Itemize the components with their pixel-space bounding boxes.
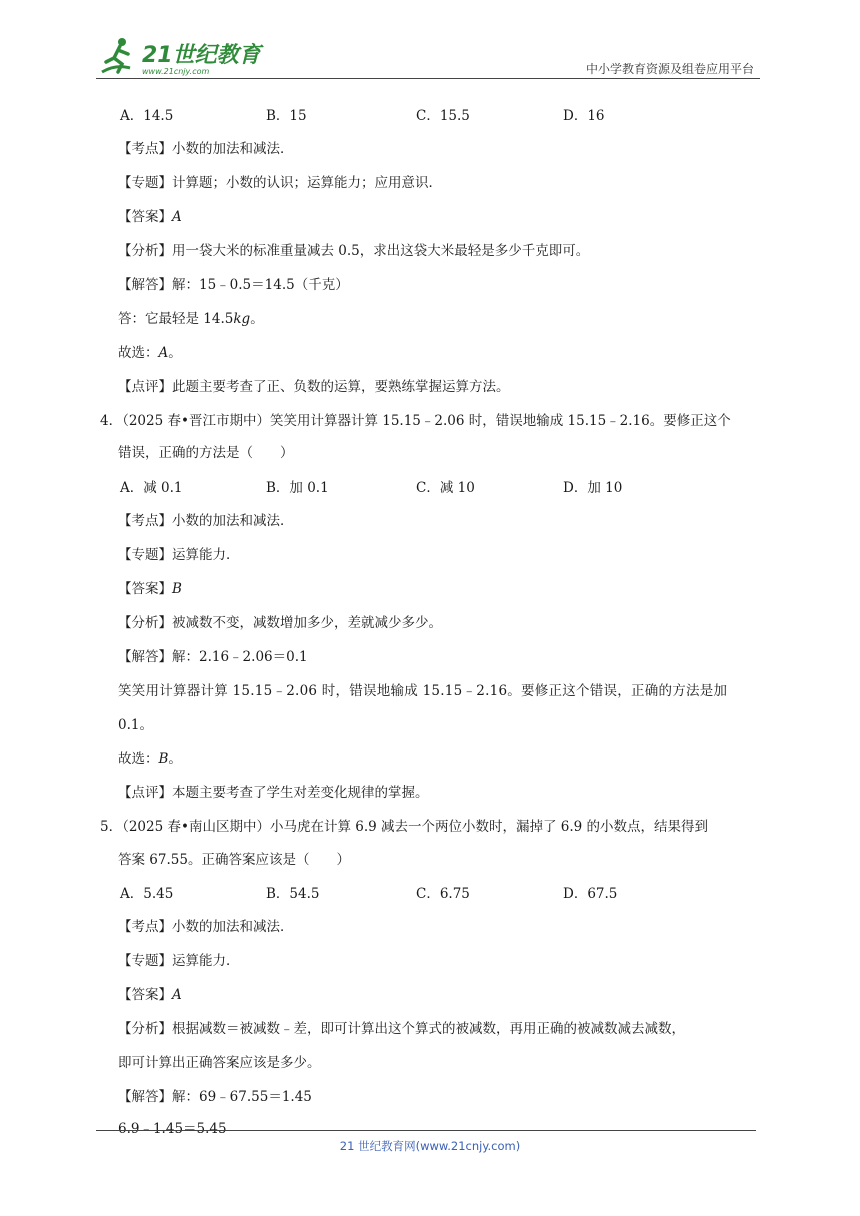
q3-fenxi: 【分析】用一袋大米的标准重量减去 0.5，求出这袋大米最轻是多少千克即可。	[118, 243, 590, 259]
q4-kaodian: 【考点】小数的加法和减法．	[118, 513, 294, 529]
q4-jieda: 【解答】解：2.16﹣2.06＝0.1	[118, 649, 308, 665]
q3-option-b: B．15	[266, 108, 307, 124]
q5-stem-line2: 答案 67.55。正确答案应该是（ ）	[118, 852, 350, 868]
page-header	[96, 34, 760, 80]
q5-jieda-line2: 6.9﹣1.45＝5.45	[118, 1121, 227, 1137]
q3-daan: 【答案】A	[118, 209, 182, 225]
q3-option-c: C．15.5	[416, 108, 470, 124]
q5-option-c: C．6.75	[416, 886, 470, 902]
q4-option-a: A．减 0.1	[120, 480, 183, 496]
q3-option-a: A．14.5	[120, 108, 174, 124]
logo-21cnjy	[96, 34, 266, 78]
header-divider	[96, 78, 760, 79]
q4-dianping: 【点评】本题主要考查了学生对差变化规律的掌握。	[118, 785, 429, 801]
q4-option-d: D．加 10	[563, 480, 623, 496]
q3-guxuan: 故选：A。	[118, 345, 182, 361]
q4-option-b: B．加 0.1	[266, 480, 329, 496]
q3-kaodian: 【考点】小数的加法和减法．	[118, 141, 294, 157]
q3-option-d: D．16	[563, 108, 605, 124]
q5-fenxi: 【分析】根据减数＝被减数﹣差，即可计算出这个算式的被减数，再用正确的被减数减去减数，	[118, 1021, 685, 1037]
footer-link[interactable]: 21 世纪教育网(www.21cnjy.com)	[339, 1139, 521, 1153]
platform-title: 中小学教育资源及组卷应用平台	[585, 62, 754, 76]
q5-option-d: D．67.5	[563, 886, 618, 902]
q3-jieda: 【解答】解：15﹣0.5＝14.5（千克）	[118, 277, 349, 293]
q4-jieda-line3: 0.1。	[118, 717, 153, 733]
q4-fenxi: 【分析】被减数不变，减数增加多少，差就减少多少。	[118, 615, 442, 631]
q4-stem-line1: 4．（2025 春•晋江市期中）笑笑用计算器计算 15.15﹣2.06 时，错误地输成 15.15﹣2.16。要修正这个	[100, 413, 731, 429]
q5-daan: 【答案】A	[118, 987, 182, 1003]
q5-kaodian: 【考点】小数的加法和减法．	[118, 919, 294, 935]
running-man-icon	[102, 38, 130, 72]
q3-answer: 答：它最轻是 14.5kg。	[118, 311, 264, 327]
q5-stem-line1: 5．（2025 春•南山区期中）小马虎在计算 6.9 减去一个两位小数时，漏掉了 6.9 的小数点，结果得到	[100, 819, 709, 835]
q4-stem-line2: 错误，正确的方法是（ ）	[118, 445, 294, 461]
q4-option-c: C．减 10	[416, 480, 475, 496]
q5-jieda: 【解答】解：69﹣67.55＝1.45	[118, 1089, 312, 1105]
svg-text:www.21cnjy.com: www.21cnjy.com	[142, 67, 210, 76]
q3-zhuanti: 【专题】计算题；小数的认识；运算能力；应用意识．	[118, 175, 442, 191]
q5-fenxi-line2: 即可计算出正确答案应该是多少。	[118, 1055, 321, 1071]
q5-option-b: B．54.5	[266, 886, 320, 902]
footer-divider	[96, 1130, 756, 1131]
q5-zhuanti: 【专题】运算能力．	[118, 953, 240, 969]
q4-daan: 【答案】B	[118, 581, 182, 597]
q5-option-a: A．5.45	[120, 886, 174, 902]
svg-text:21世纪教育: 21世纪教育	[142, 43, 261, 68]
q4-jieda-line2: 笑笑用计算器计算 15.15﹣2.06 时，错误地输成 15.15﹣2.16。要修正这个错误，正确的方法是加	[118, 683, 728, 699]
q4-zhuanti: 【专题】运算能力．	[118, 547, 240, 563]
q4-guxuan: 故选：B。	[118, 751, 182, 767]
q3-dianping: 【点评】此题主要考查了正、负数的运算，要熟练掌握运算方法。	[118, 379, 510, 395]
